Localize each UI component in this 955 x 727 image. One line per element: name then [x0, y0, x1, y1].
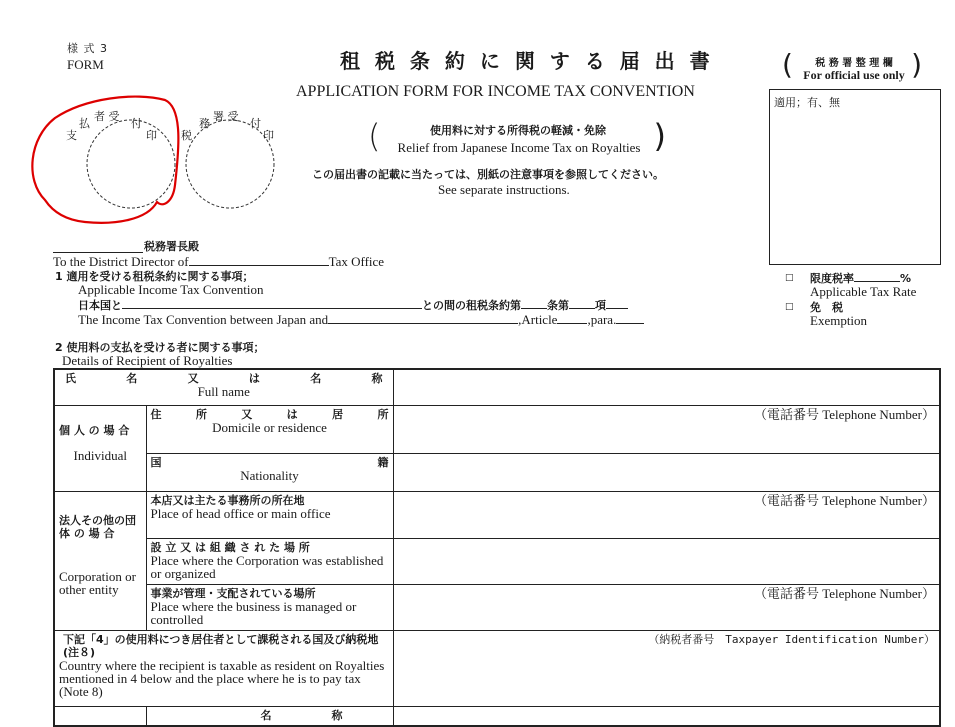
limit-rate-en: Applicable Tax Rate [810, 284, 917, 299]
row-establishment [54, 538, 940, 584]
name-char-3: 又 [187, 372, 199, 385]
name-char-2: 名 [126, 372, 138, 385]
official-use-box [769, 89, 941, 265]
title-en: APPLICATION FORM FOR INCOME TAX CONVENTION [296, 83, 695, 100]
section1-para-field-en[interactable] [616, 311, 644, 324]
establishment-field[interactable] [393, 538, 940, 584]
domicile-char-5: 居 [332, 407, 344, 421]
form-label-jp: 様 式 3 [67, 42, 108, 55]
section1-article-field-jp[interactable] [521, 297, 547, 309]
establishment-en: Place where the Corporation was established or organized [150, 552, 384, 581]
name-char-5: 名 [310, 372, 322, 385]
domicile-char-4: は [286, 407, 298, 421]
corporation-en: Corporation or other entity [59, 568, 136, 597]
establishment-jp: 設 立 又 は 組 織 さ れ た 場 所 [150, 540, 310, 554]
individual-label [54, 405, 146, 491]
office-stamp-top: 署 受 [213, 110, 239, 123]
stamp-circles [25, 90, 285, 225]
section1-between-jp: との間の租税条約第 [422, 299, 521, 312]
taxable-country-label [54, 630, 393, 706]
bottom-name-char-2: 称 [331, 708, 343, 722]
business-en: Place where the business is managed or controlled [150, 598, 357, 627]
district-field[interactable] [189, 253, 329, 266]
domicile-char-3: 又 [241, 407, 253, 421]
domicile-char-6: 所 [377, 407, 389, 421]
section1-para-jp: 項 [595, 299, 606, 312]
paren-left: ( [368, 117, 381, 155]
payer-stamp-right: 付 [131, 117, 142, 130]
title-jp: 租 税 条 約 に 関 す る 届 出 書 [340, 49, 714, 73]
nationality-char-1: 国 [150, 455, 162, 469]
row-domicile [54, 405, 940, 453]
tin-label: （納税者番号 Taxpayer Identification Number） [648, 632, 935, 646]
name-char-6: 称 [371, 372, 383, 385]
section1-para-field-jp[interactable] [569, 297, 595, 309]
subtitle-jp: 使用料に対する所得税の軽減・免除 [430, 124, 606, 137]
district-blank-jp[interactable] [53, 238, 143, 253]
office-stamp-left: 務 [199, 117, 210, 130]
head-office-label [146, 491, 393, 538]
bottom-name-field[interactable] [393, 706, 940, 726]
form-label-en: FORM [67, 57, 104, 72]
district-en-pre: To the District Director of [53, 254, 189, 269]
full-name-field[interactable] [393, 369, 940, 405]
limit-rate-checkbox[interactable]: □ [785, 273, 794, 283]
office-stamp-bl: 税 [181, 129, 192, 142]
head-office-en: Place of head office or main office [150, 505, 331, 521]
limit-rate-pct: % [900, 272, 912, 285]
taxable-country-en: Country where the recipient is taxable as resident on Royalties mentioned in 4 below and the place where he is to pay tax (Note 8) [59, 657, 385, 699]
corporation-jp: 法人その他の団 体 の 場 合 [59, 513, 136, 540]
bottom-left-cell [54, 706, 146, 726]
office-stamp-circle [186, 120, 274, 208]
section1-en-line [78, 311, 644, 328]
domicile-char-1: 住 [150, 407, 162, 421]
limit-rate-field[interactable] [854, 270, 900, 282]
establishment-label [146, 538, 393, 584]
section1-en-para: ,para. [587, 312, 617, 327]
row-business [54, 584, 940, 630]
office-stamp-br: 印 [263, 129, 274, 142]
row-full-name [54, 369, 940, 405]
domicile-phone-label: （電話番号 Telephone Number） [753, 406, 935, 422]
section1-en-pre: The Income Tax Convention between Japan and [78, 312, 329, 327]
head-office-jp: 本店又は主たる事務所の所在地 [150, 493, 305, 507]
corporation-label [54, 491, 146, 630]
head-office-phone-label: （電話番号 Telephone Number） [753, 492, 935, 508]
bottom-name-char-1: 名 [260, 708, 272, 722]
nationality-char-2: 籍 [377, 455, 389, 469]
section2-title-jp: 2 使用料の支払を受ける者に関する事項； [55, 341, 265, 354]
official-applicable: 適用；有、無 [774, 96, 840, 109]
section1-title-en: Applicable Income Tax Convention [78, 282, 264, 297]
domicile-char-2: 所 [195, 407, 207, 421]
paren-right: ) [653, 117, 666, 155]
section1-japan-jp: 日本国と [78, 299, 122, 312]
individual-en: Individual [73, 447, 127, 463]
section1-article-jp: 条第 [547, 299, 569, 312]
nationality-label [146, 453, 393, 491]
section1-title-jp: 1 適用を受ける租税条約に関する事項； [55, 270, 254, 283]
section1-country-field-en[interactable] [328, 311, 518, 324]
official-paren-left: ( [782, 48, 793, 81]
section1-en-article: ,Article [518, 312, 558, 327]
exemption-en: Exemption [810, 313, 868, 328]
individual-jp: 個 人 の 場 合 [59, 423, 130, 437]
business-jp: 事業が管理・支配されている場所 [150, 586, 316, 600]
head-office-field[interactable] [393, 491, 940, 538]
row-head-office [54, 491, 940, 538]
limit-rate-jp: 限度税率 [810, 272, 854, 285]
business-field[interactable] [393, 584, 940, 630]
domicile-en: Domicile or residence [212, 419, 327, 435]
payer-stamp-bl: 支 [66, 129, 77, 142]
payer-stamp-left: 払 [79, 117, 90, 130]
office-stamp-right: 付 [250, 117, 261, 130]
exemption-jp: 免 税 [810, 301, 843, 314]
taxable-country-field[interactable] [393, 630, 940, 706]
section1-article-field-en[interactable] [557, 311, 587, 324]
subtitle-block [368, 118, 666, 156]
nationality-en: Nationality [240, 467, 299, 483]
instruction-jp: この届出書の記載に当たっては、別紙の注意事項を参照してください。 [312, 168, 664, 181]
name-char-1: 氏 [65, 372, 76, 385]
official-paren-right: ) [911, 48, 922, 81]
section1-country-field[interactable] [122, 297, 422, 309]
row-nationality [54, 453, 940, 491]
payer-stamp-br: 印 [146, 129, 157, 142]
exemption-checkbox[interactable]: □ [785, 302, 794, 312]
official-header-en: For official use only [803, 68, 905, 82]
domicile-field[interactable] [393, 405, 940, 453]
district-en-post: Tax Office [328, 254, 385, 269]
taxable-country-jp: 下記「4」の使用料につき居住者として課税される国及び納税地(注８) [63, 632, 379, 659]
payer-stamp-circle [87, 120, 175, 208]
section1-extra-field[interactable] [606, 297, 628, 309]
domicile-label [146, 405, 393, 453]
business-label [146, 584, 393, 630]
district-jp: 税務署長殿 [144, 240, 199, 253]
official-header [782, 50, 922, 86]
row-taxable-country [54, 630, 940, 706]
section2-title-en: Details of Recipient of Royalties [62, 353, 233, 368]
payer-stamp-top: 者 受 [94, 110, 120, 123]
name-char-4: は [248, 372, 260, 385]
recipient-details-table [53, 368, 941, 727]
nationality-field[interactable] [393, 453, 940, 491]
instruction-en: See separate instructions. [438, 182, 570, 197]
bottom-name-label [146, 706, 393, 726]
official-header-jp: 税 務 署 整 理 欄 [815, 58, 893, 69]
full-name-en: Full name [197, 384, 250, 399]
subtitle-en: Relief from Japanese Income Tax on Royalties [397, 140, 641, 155]
full-name-label [54, 369, 393, 405]
row-bottom-name [54, 706, 940, 726]
business-phone-label: （電話番号 Telephone Number） [753, 585, 935, 601]
